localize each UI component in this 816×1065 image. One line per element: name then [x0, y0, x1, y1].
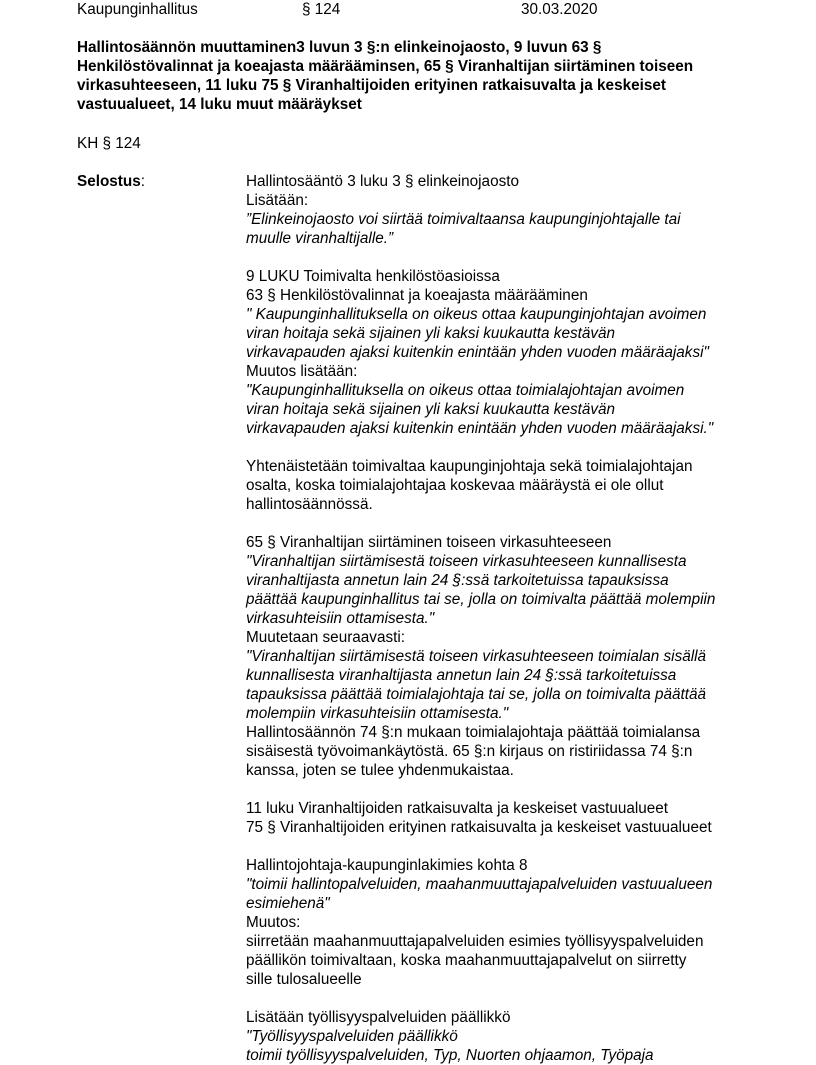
- section-reference: KH § 124: [77, 135, 141, 152]
- selostus-label-colon: :: [140, 173, 146, 190]
- header-organ: Kaupunginhallitus: [77, 1, 198, 18]
- text-line: osalta, koska toimialajohtajaa koskevaa määräystä ei ole ollut: [246, 477, 664, 494]
- paragraph-gap: [246, 438, 715, 457]
- quoted-text-line: päättää kaupunginhallitus tai se, jolla on toimivalta päättää molempiin: [246, 591, 716, 608]
- quoted-text-line: "Työllisyyspalveluiden päällikkö: [246, 1028, 458, 1045]
- text-line: 65 § Viranhaltijan siirtäminen toiseen virkasuhteeseen: [246, 534, 612, 551]
- selostus-label-text: Selostus: [77, 173, 141, 190]
- text-line: Yhtenäistetään toimivaltaa kaupunginjohtaja sekä toimialajohtajan: [246, 458, 693, 475]
- paragraph-gap: [246, 989, 715, 1008]
- title-line: Hallintosäännön muuttaminen3 luvun 3 §:n elinkeinojaosto, 9 luvun 63 §: [77, 39, 602, 56]
- selostus-label: [77, 172, 145, 191]
- quoted-text-line: muulle viranhaltijalle.”: [246, 230, 394, 247]
- quoted-text-line: tapauksissa päättää toimialajohtaja tai se, jolla on toimivalta päättää: [246, 686, 707, 703]
- text-line: päällikön toimivaltaan, koska maahanmuuttajapalvelut on siirretty: [246, 952, 687, 969]
- quoted-text-line: "Kaupunginhallituksella on oikeus ottaa toimialajohtajan avoimen: [246, 382, 685, 399]
- quoted-text-line: toimii työllisyyspalveluiden, Typ, Nuorten ohjaamon, Työpaja: [246, 1047, 654, 1064]
- quoted-text-line: molempiin virkasuhteisiin ottamisesta.": [246, 705, 509, 722]
- document-title: [77, 38, 693, 114]
- text-line: Hallintojohtaja-kaupunginlakimies kohta 8: [246, 857, 528, 874]
- quoted-text-line: "Viranhaltijan siirtämisestä toiseen virkasuhteeseen kunnallisesta: [246, 553, 687, 570]
- quoted-text-line: viranhaltijasta annetun lain 24 §:ssä tarkoitetuissa tapauksissa: [246, 572, 669, 589]
- selostus-body: [246, 172, 715, 1065]
- text-line: Muutos lisätään:: [246, 363, 358, 380]
- text-line: sisäisestä työvoimankäytöstä. 65 §:n kirjaus on ristiriidassa 74 §:n: [246, 743, 693, 760]
- text-line: Hallintosäännön 74 §:n mukaan toimialajohtaja päättää toimialansa: [246, 724, 701, 741]
- header-section-number: § 124: [302, 1, 341, 18]
- quoted-text-line: virkasuhteisiin ottamisesta.": [246, 610, 435, 627]
- text-line: sille tulosalueelle: [246, 971, 362, 988]
- header-date: 30.03.2020: [521, 1, 598, 18]
- quoted-text-line: virkavapauden ajaksi kuitenkin enintään yhden vuoden määräajaksi": [246, 344, 709, 361]
- paragraph-gap: [246, 780, 715, 799]
- paragraph-gap: [246, 514, 715, 533]
- quoted-text-line: ”Elinkeinojaosto voi siirtää toimivaltaansa kaupunginjohtajalle tai: [246, 211, 681, 228]
- text-line: Muutos:: [246, 914, 301, 931]
- title-line: virkasuhteeseen, 11 luku 75 § Viranhaltijoiden erityinen ratkaisuvalta ja keskeiset: [77, 77, 666, 94]
- paragraph-gap: [246, 837, 715, 856]
- quoted-text-line: kunnallisesta viranhaltijasta annetun lain 24 §:ssä tarkoitetuissa: [246, 667, 677, 684]
- text-line: Muutetaan seuraavasti:: [246, 629, 406, 646]
- text-line: kanssa, joten se tulee yhdenmukaistaa.: [246, 762, 514, 779]
- title-line: vastuualueet, 14 luku muut määräykset: [77, 96, 362, 113]
- text-line: 75 § Viranhaltijoiden erityinen ratkaisuvalta ja keskeiset vastuualueet: [246, 819, 712, 836]
- text-line: 63 § Henkilöstövalinnat ja koeajasta määrääminen: [246, 287, 588, 304]
- text-line: siirretään maahanmuuttajapalveluiden esimies työllisyyspalveluiden: [246, 933, 704, 950]
- text-line: Hallintosääntö 3 luku 3 § elinkeinojaosto: [246, 173, 519, 190]
- text-line: hallintosäännössä.: [246, 496, 373, 513]
- quoted-text-line: "Viranhaltijan siirtämisestä toiseen virkasuhteeseen toimialan sisällä: [246, 648, 707, 665]
- text-line: 11 luku Viranhaltijoiden ratkaisuvalta ja keskeiset vastuualueet: [246, 800, 669, 817]
- text-line: Lisätään:: [246, 192, 309, 209]
- paragraph-gap: [246, 248, 715, 267]
- quoted-text-line: esimiehenä": [246, 895, 330, 912]
- quoted-text-line: viran hoitaja sekä sijainen yli kaksi kuukautta kestävän: [246, 401, 616, 418]
- quoted-text-line: viran hoitaja sekä sijainen yli kaksi kuukautta kestävän: [246, 325, 616, 342]
- title-line: Henkilöstövalinnat ja koeajasta määrääminsen, 65 § Viranhaltijan siirtäminen toiseen: [77, 58, 694, 75]
- quoted-text-line: " Kaupunginhallituksella on oikeus ottaa kaupunginjohtajan avoimen: [246, 306, 707, 323]
- quoted-text-line: "toimii hallintopalveluiden, maahanmuuttajapalveluiden vastuualueen: [246, 876, 713, 893]
- text-line: 9 LUKU Toimivalta henkilöstöasioissa: [246, 268, 500, 285]
- quoted-text-line: virkavapauden ajaksi kuitenkin enintään yhden vuoden määräajaksi.": [246, 420, 714, 437]
- text-line: Lisätään työllisyyspalveluiden päällikkö: [246, 1009, 511, 1026]
